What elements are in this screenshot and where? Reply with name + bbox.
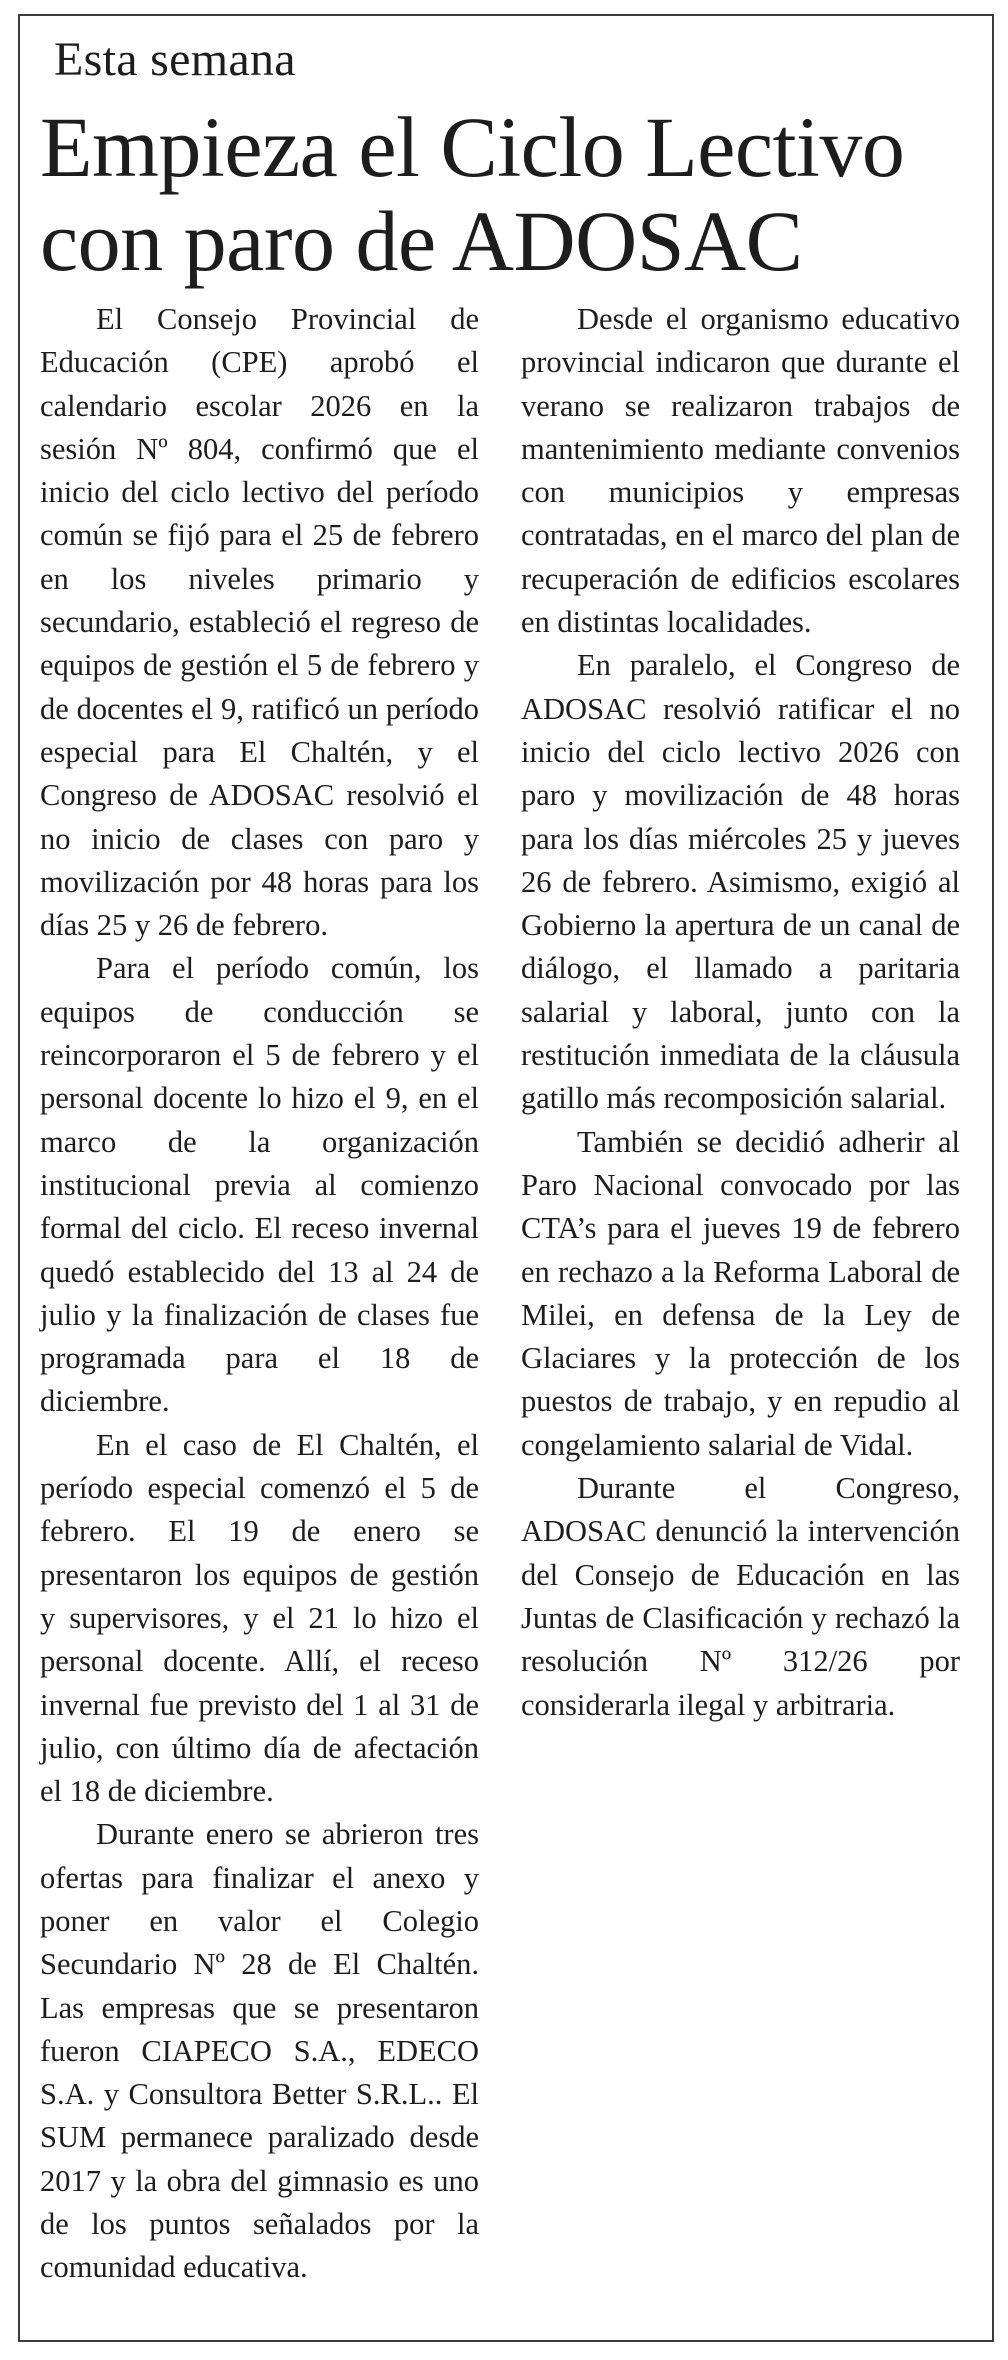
paragraph: Para el período común, los equipos de conducción se reincorporaron el 5 de febrero y el personal docente lo hizo el 9, en el marco de la organización institucional previa al comienzo formal del ciclo. El receso invernal quedó establecido del 13 al 24 de julio y la finalización de clases fue programada para el 18 de diciembre. [40, 951, 479, 1419]
paragraph: En el caso de El Chaltén, el período especial comenzó el 5 de febrero. El 19 de enero se presentaron los equipos de gestión y supervisores, y el 21 lo hizo el personal docente. Allí, el receso invernal fue previsto del 1 al 31 de julio, con último día de afectación el 18 de diciembre. [40, 1427, 479, 1809]
paragraph: Durante enero se abrieron tres ofertas para finalizar el anexo y poner en valor el Colegio Secundario Nº 28 de El Chaltén. Las empresas que se presentaron fueron CIAPECO S.A., EDECO S.A. y Consultora Better S.R.L.. El SUM permanece paralizado desde 2017 y la obra del gimnasio es uno de los puntos señalados por la comunidad educativa. [40, 1817, 479, 2285]
paragraph: También se decidió adherir al Paro Nacional convocado por las CTA’s para el jueves 19 de febrero en rechazo a la Reforma Laboral de Milei, en defensa de la Ley de Glaciares y la protección de los puestos de trabajo, y en repudio al congelamiento salarial de Vidal. [521, 1124, 960, 1462]
paragraph: Desde el organismo educativo provincial indicaron que durante el verano se realizaron trabajos de mantenimiento mediante convenios con municipios y empresas contratadas, en el marco del plan de recuperación de edificios escolares en distintas localidades. [521, 302, 960, 640]
paragraph: En paralelo, el Congreso de ADOSAC resolvió ratificar el no inicio del ciclo lectivo 2026 con paro y movilización de 48 horas para los días miércoles 25 y jueves 26 de febrero. Asimismo, exigió al Gobierno la apertura de un canal de diálogo, el llamado a paritaria salarial y laboral, junto con la restitución inmediata de la cláusula gatillo más recomposición salarial. [521, 648, 960, 1116]
article-body [40, 298, 960, 2328]
paragraph: Durante el Congreso, ADOSAC denunció la intervención del Consejo de Educación en las Juntas de Clasificación y rechazó la resolución Nº 312/26 por considerarla ilegal y arbitraria. [521, 1471, 960, 1722]
section-kicker: Esta semana [54, 33, 296, 86]
paragraph: El Consejo Provincial de Educación (CPE) aprobó el calendario escolar 2026 en la sesión Nº 804, confirmó que el inicio del ciclo lectivo del período común se fijó para el 25 de febrero en los niveles primario y secundario, estableció el regreso de equipos de gestión el 5 de febrero y de docentes el 9, ratificó un período especial para El Chaltén, y el Congreso de ADOSAC resolvió el no inicio de clases con paro y movilización por 48 horas para los días 25 y 26 de febrero. [40, 302, 479, 943]
article-headline: Empieza el Ciclo Lectivo con paro de ADOSAC [40, 99, 905, 289]
